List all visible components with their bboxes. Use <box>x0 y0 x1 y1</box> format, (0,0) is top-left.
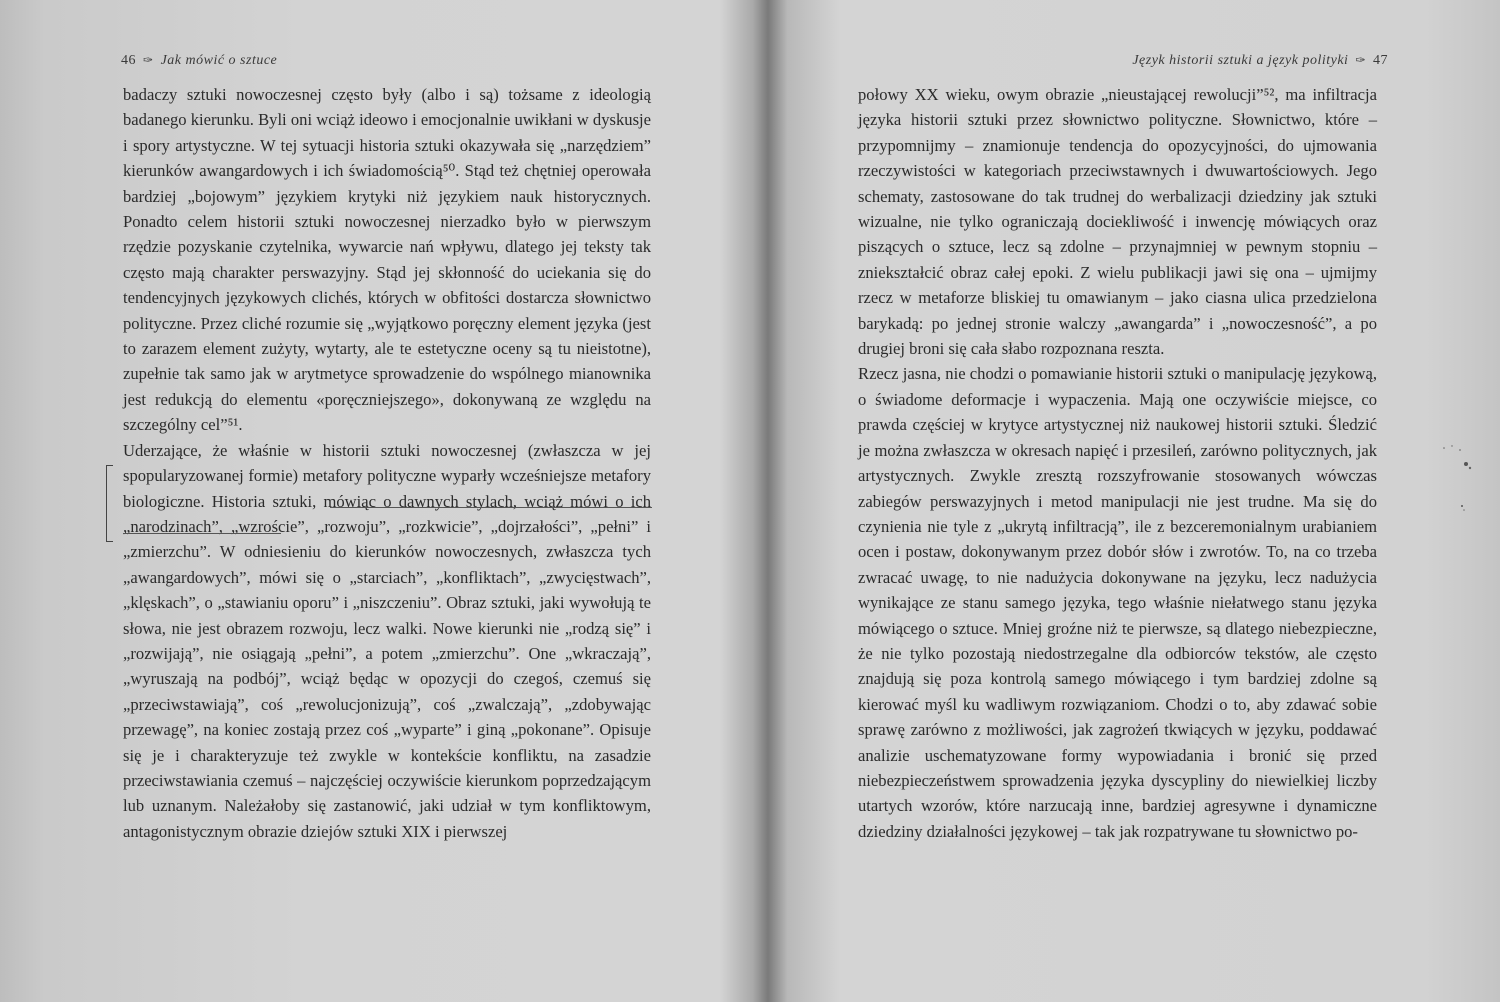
paragraph: połowy XX wieku, owym obrazie „nieustającej rewolucji”⁵², ma infiltracja języka historii sztuki przez słownictwo polityczne. Słownictwo, które – przypomnijmy – znamionuje tendencja do opozycyjności, do ujmowania rzeczywistości w kategoriach przeciwstawnych i dwuwartościowych. Jego schematy, zastosowane do tak trudnej do werbalizacji dziedziny jak sztuki wizualne, nie tylko ograniczają dociekliwość i inwencję mówiących oraz piszących o sztuce, lecz są zdolne – przynajmniej w pewnym stopniu – zniekształcić obraz całej epoki. Z wielu publikacji jawi się ona – ujmijmy rzecz w metaforze bliskiej tu omawianym – jako ciasna ulica przedzielona barykadą: po jednej stronie walczy „awangarda” i „nowoczesność”, a po drugiej broni się cała słabo rozpoznana reszta. <box>858 85 1377 359</box>
page-number: 46 <box>121 53 136 68</box>
page-number: 47 <box>1373 53 1388 68</box>
pencil-underline <box>123 533 281 534</box>
running-header-left <box>121 53 277 69</box>
scan-specks <box>1438 440 1478 520</box>
ornament-icon: ✑ <box>1355 53 1366 67</box>
ornament-icon: ✑ <box>143 53 154 67</box>
paragraph: Uderzające, że właśnie w historii sztuki nowoczesnej (zwłaszcza w jej spopularyzowanej formie) metafory polityczne wyparły wcześniejsze metafory biologiczne. Historia sztuki, mówiąc o dawnych stylach, wciąż mówi o ich „narodzinach”, „wzroście”, „rozwoju”, „rozkwicie”, „dojrzałości”, „pełni” i „zmierzchu”. W odniesieniu do kierunków nowoczesnych, zwłaszcza tych „awangardowych”, mówi się o „starciach”, „konfliktach”, „zwycięstwach”, „klęskach”, o „stawianiu oporu” i „niszczeniu”. Obraz sztuki, jaki wywołują te słowa, nie jest obrazem rozwoju, lecz walki. Nowe kierunki nie „rodzą się” i „rozwijają”, nie osiągają „pełni”, a potem „zmierzchu”. One „wkraczają”, „wyruszają na podbój”, wciąż będąc w opozycji do czegoś, czemuś się „przeciwstawiają”, coś „rewolucjonizują”, coś „zwalczają”, „zdobywając przewagę”, na koniec zostają przez coś „wyparte” i giną „pokonane”. Opisuje się je i charakteryzuje też zwykle w kontekście konfliktu, na zasadzie przeciwstawiania czemuś – najczęściej oczywiście kierunkom poprzedzającym lub uznanym. Należałoby się zastanowić, jaki udział w tym konfliktowym, antagonistycznym obrazie dziejów sztuki XIX i pierwszej <box>123 440 651 841</box>
pencil-margin-bracket <box>106 465 113 542</box>
running-header-right <box>1132 53 1388 69</box>
body-text-right <box>858 82 1377 844</box>
running-title: Język historii sztuki a język polityki <box>1132 53 1349 68</box>
paragraph: badaczy sztuki nowoczesnej często były (albo i są) tożsame z ideologią badanego kierunku. Byli oni wciąż ideowo i emocjonalnie uwikłani w dyskusje i spory artystyczne. W tej sytuacji historia sztuki okazywała się „narzędziem” kierunków awangardowych i ich świadomością⁵⁰. Stąd też chętniej operowała bardziej „bojowym” językiem krytyki niż językiem nauk historycznych. Ponadto celem historii sztuki nowoczesnej nierzadko było w pierwszym rzędzie pozyskanie czytelnika, wywarcie nań wpływu, dlatego jej teksty tak często mają charakter perswazyjny. Stąd jej skłonność do uciekania się do tendencyjnych językowych clichés, których w obfitości dostarcza słownictwo polityczne. Przez cliché rozumie się „wyjątkowo poręczny element języka (jest to zarazem element zużyty, wytarty, ale te estetyczne oceny są tu nieistotne), zupełnie tak samo jak w arytmetyce sprowadzenie do wspólnego mianownika jest redukcją do elementu «poręczniejszego», dokonywaną ze względu na szczególny cel”⁵¹. <box>123 85 651 435</box>
right-page <box>780 0 1500 1002</box>
running-title: Jak mówić o sztuce <box>160 53 278 68</box>
paragraph: Rzecz jasna, nie chodzi o pomawianie historii sztuki o manipulację językową, o świadome deformacje i wypaczenia. Mają one oczywiście miejsce, co prawda częściej w krytyce artystycznej niż naukowej historii sztuki. Śledzić je można zwłaszcza w okresach napięć i przesileń, zarówno politycznych, jak artystycznych. Zwykle zresztą rozszyfrowanie stosowanych wówczas zabiegów perswazyjnych i metod manipulacji nie jest trudne. Ma się do czynienia nie tyle z „ukrytą infiltracją”, ile z bezceremonialnym urabianiem ocen i postaw, dokonywanym przez dobór słów i zwrotów. To, na co trzeba zwracać uwagę, to nie nadużycia dokonywane na języku, lecz nadużycia wynikające ze stanu samego języka, tego właśnie niełatwego stanu języka mówiącego o sztuce. Mniej groźne niż te pierwsze, są dlatego niebezpieczne, że nie tylko pozostają niedostrzegalne dla odbiorców tekstów, ale często znajdują się poza kontrolą samego mówiącego i tym bardziej zdolne są kierować myśl ku wadliwym rozwiązaniom. Chodzi o to, aby zdawać sobie sprawę zarówno z możliwości, jak zagrożeń tkwiących w języku, poddawać analizie uschematyzowane formy wypowiadania i bronić się przed niebezpieczeństwem sprowadzenia języka dyscypliny do niewielkiej liczby utartych wzorów, które narzucają inne, bardziej agresywne i dynamiczne dziedziny działalności językowej – tak jak rozpatrywane tu słownictwo po- <box>858 364 1377 841</box>
body-text-left <box>123 82 651 844</box>
pencil-underline <box>330 507 652 508</box>
